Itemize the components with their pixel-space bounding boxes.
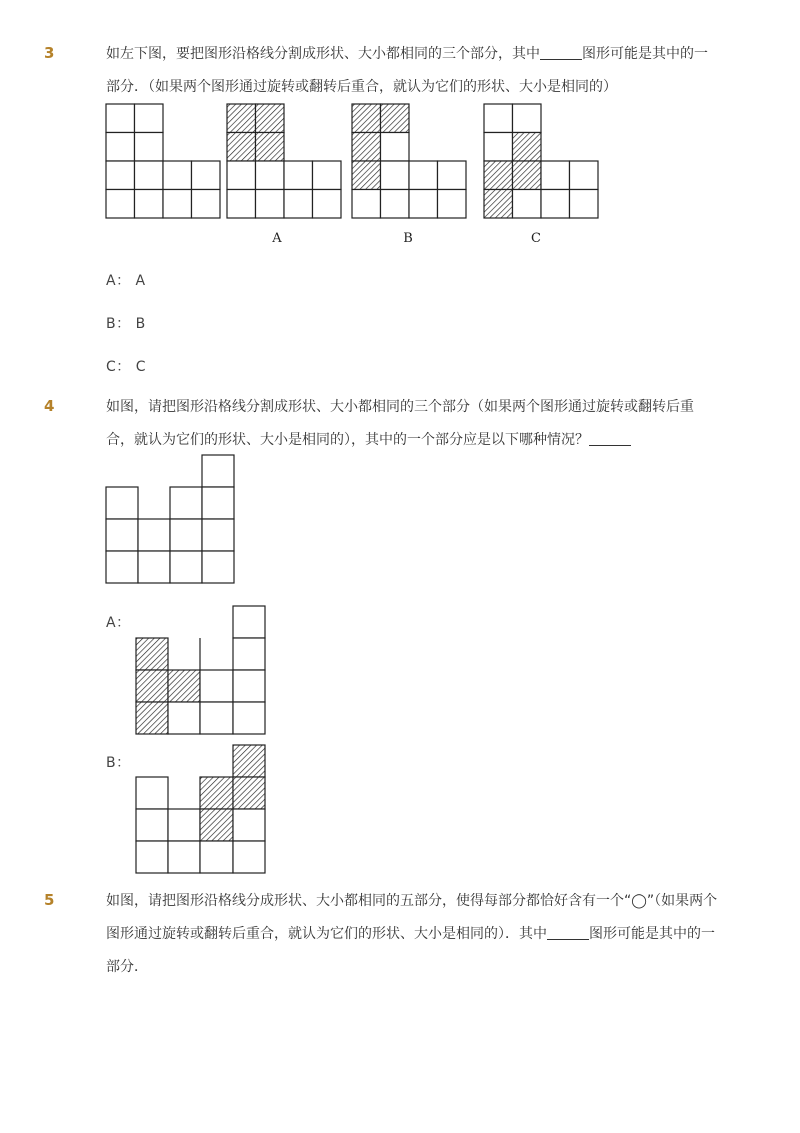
q4-option-b-figure[interactable] bbox=[136, 745, 265, 873]
question-4-text bbox=[106, 391, 718, 457]
question-3-number: 3 bbox=[44, 44, 55, 62]
question-5-answer-blank[interactable] bbox=[547, 925, 589, 940]
q3-main-figure bbox=[106, 104, 220, 218]
q4-main-figure bbox=[106, 455, 234, 583]
q3-figure-c-label: C bbox=[531, 231, 541, 246]
q3-figure-b[interactable] bbox=[352, 104, 466, 218]
q3-option-a-text: A bbox=[135, 273, 146, 289]
question-3-text-part1: 如左下图，要把图形沿格线分割成形状、大小都相同的三个部分，其中 bbox=[106, 46, 540, 62]
q4-option-a[interactable] bbox=[106, 612, 131, 632]
q4-option-b-sep: ： bbox=[116, 755, 131, 771]
question-5-number: 5 bbox=[44, 891, 55, 909]
q4-option-b-letter: B bbox=[106, 755, 117, 771]
question-5-text-part2: 图形可能是其中的一部分． bbox=[106, 926, 715, 975]
q3-option-a-letter: A bbox=[106, 273, 117, 289]
question-4-number: 4 bbox=[44, 397, 55, 415]
q3-option-a-sep: ： bbox=[116, 273, 131, 289]
question-4-answer-blank[interactable] bbox=[589, 431, 631, 446]
q3-option-c-sep: ： bbox=[116, 359, 131, 375]
question-3-text-part2: 图形可能是其中的一部分．（如果两个图形通过旋转或翻转后重合，就认为它们的形状、大小是相同的） bbox=[106, 46, 708, 95]
q3-option-c[interactable] bbox=[106, 356, 146, 376]
question-5-text bbox=[106, 885, 718, 984]
q3-option-b[interactable] bbox=[106, 313, 146, 333]
q3-figure-a-label: A bbox=[272, 231, 282, 246]
q3-option-b-sep: ： bbox=[116, 316, 131, 332]
q3-figure-b-label: B bbox=[403, 231, 413, 246]
question-5-text-part1: 如图，请把图形沿格线分成形状、大小都相同的五部分，使得每部分都恰好含有一个“◯”（如果两个图形通过旋转或翻转后重合，就认为它们的形状、大小是相同的）．其中 bbox=[106, 893, 718, 942]
q4-option-a-figure[interactable] bbox=[136, 606, 265, 734]
q3-option-c-letter: C bbox=[106, 359, 117, 375]
q3-option-b-letter: B bbox=[106, 316, 117, 332]
q4-option-b[interactable] bbox=[106, 752, 131, 772]
q3-option-c-text: C bbox=[135, 359, 147, 375]
q3-figure-c[interactable] bbox=[484, 104, 598, 218]
q3-figure-a[interactable] bbox=[227, 104, 341, 218]
question-4-text-part1: 如图，请把图形沿格线分割成形状、大小都相同的三个部分（如果两个图形通过旋转或翻转后重合，就认为它们的形状、大小是相同的），其中的一个部分应是以下哪种情况？ bbox=[106, 399, 694, 448]
q4-option-a-sep: ： bbox=[116, 615, 131, 631]
q3-option-a[interactable] bbox=[106, 270, 146, 290]
q3-option-b-text: B bbox=[135, 316, 146, 332]
q4-option-a-letter: A bbox=[106, 615, 117, 631]
